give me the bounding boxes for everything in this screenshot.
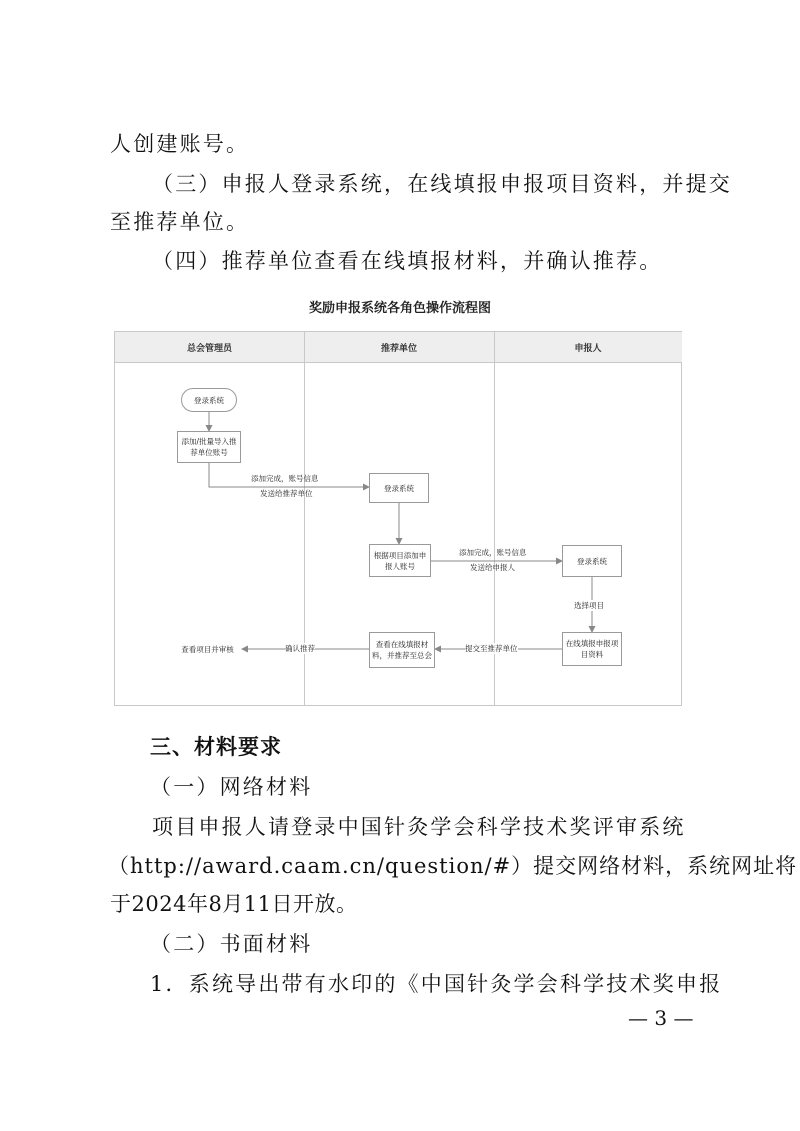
- body-line-1: 人创建账号。: [110, 132, 250, 156]
- para-line-1: 项目申报人请登录中国针灸学会科学技术奖评审系统: [152, 815, 686, 839]
- body-line-2: （三）申报人登录系统，在线填报申报项目资料，并提交: [152, 172, 732, 196]
- subheading-written-materials: （二）书面材料: [150, 932, 313, 956]
- node-admin-review: 查看项目并审核: [181, 644, 234, 654]
- node-unit-add-applicants: 根据项目添加申报人账号: [369, 544, 431, 577]
- node-admin-add-accounts: 添加/批量导入推荐单位账号: [177, 431, 241, 463]
- list-item-1: 1．系统导出带有水印的《中国针灸学会科学技术奖申报: [150, 972, 723, 996]
- node-applicant-login: 登录系统: [562, 545, 622, 577]
- flowchart-title: 奖励申报系统各角色操作流程图: [308, 301, 491, 316]
- flowchart: [114, 331, 682, 706]
- section-heading: 三、材料要求: [150, 735, 282, 759]
- body-line-4: （四）推荐单位查看在线填报材料，并确认推荐。: [152, 249, 663, 273]
- edge-label: 确认推荐: [285, 644, 315, 653]
- edge-label: 提交至推荐单位: [465, 644, 518, 653]
- edge-label: 添加完成，账号信息: [251, 474, 319, 483]
- edge-label: 选择项目: [574, 601, 604, 610]
- subheading-network-materials: （一）网络材料: [150, 775, 313, 799]
- edge-label: 发送给申报人: [470, 563, 515, 572]
- page-number: — 3 —: [628, 1006, 694, 1030]
- edge-label: 添加完成，账号信息: [459, 548, 527, 557]
- lane-header-unit: 推荐单位: [304, 332, 494, 363]
- node-unit-review: 查看在线填报材料，并推荐至总会: [369, 632, 435, 668]
- body-line-3: 至推荐单位。: [110, 210, 250, 234]
- para-line-2: （http://award.caam.cn/question/#）提交网络材料，系统网址将: [108, 854, 798, 878]
- node-unit-login: 登录系统: [369, 473, 429, 503]
- edge-label: 发送给推荐单位: [260, 489, 313, 498]
- node-admin-login: 登录系统: [181, 388, 237, 412]
- para-line-3: 于2024年8月11日开放。: [110, 892, 358, 916]
- node-applicant-fill: 在线填报申报项目资料: [562, 632, 622, 666]
- lane-header-admin: 总会管理员: [115, 332, 304, 363]
- lane-header-applicant: 申报人: [494, 332, 682, 363]
